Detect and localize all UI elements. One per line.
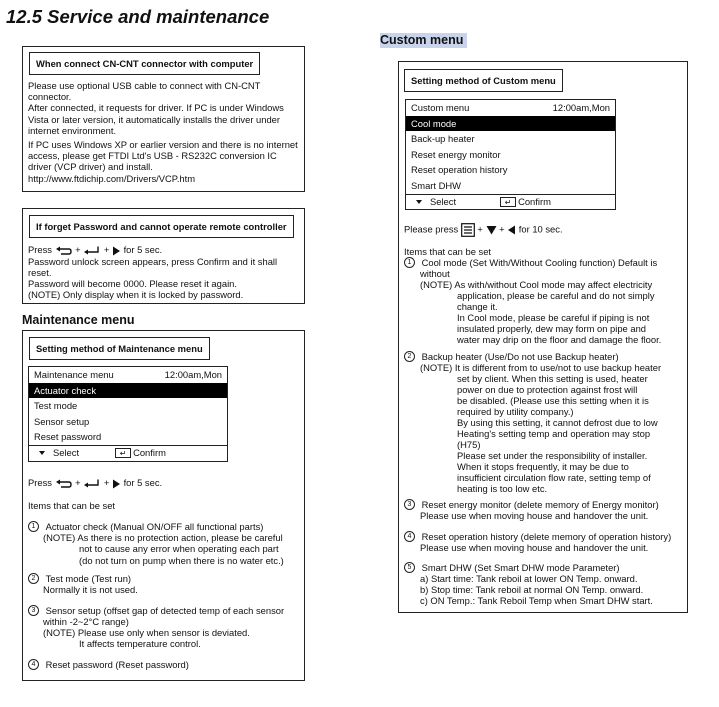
item-number: 4	[28, 659, 39, 670]
custom-item-3	[404, 499, 659, 510]
custom-screen	[405, 99, 616, 210]
maintenance-item-3	[28, 605, 284, 616]
press-suffix: for 5 sec.	[123, 244, 163, 255]
text-line: If PC uses Windows XP or earlier version and there is no internet	[28, 139, 298, 151]
item-note: be disabled. (Please use this setting when it is	[457, 395, 649, 406]
item-note: (NOTE) It is different from to use/not to use backup heater	[420, 362, 662, 373]
text-line: reset.	[28, 266, 52, 278]
item-number: 1	[28, 521, 39, 532]
item-note: (do not turn on pump when there is no water etc.)	[79, 555, 284, 566]
item-text: Reset password (Reset password)	[45, 659, 189, 670]
item-note: b) Stop time: Tank reboil at normal ON Temp. onward.	[420, 584, 644, 595]
enter-icon	[83, 479, 101, 489]
maintenance-item-2	[28, 573, 131, 584]
item-note: Please use when moving house and handover the unit.	[420, 542, 649, 553]
menu-item-reset-password[interactable]: Reset password	[34, 431, 102, 443]
item-text: Backup heater (Use/Do not use Backup heater)	[421, 351, 619, 362]
page-title: 12.5 Service and maintenance	[6, 6, 270, 27]
maintenance-screen	[28, 366, 228, 462]
item-note: (H75)	[457, 439, 481, 450]
item-note: power on due to protection against frost will	[457, 384, 638, 395]
text-line: http://www.ftdichip.com/Drivers/VCP.htm	[28, 172, 196, 184]
enter-key-icon: ↵	[115, 448, 131, 458]
press-suffix: for 5 sec.	[123, 477, 163, 488]
item-text: Reset operation history (delete memory of operation history)	[421, 531, 672, 542]
text-line: After connected, it requests for driver. If PC is under Windows	[28, 102, 284, 114]
screen-time: 12:00am,Mon	[552, 102, 610, 113]
menu-item-reset-energy-monitor[interactable]: Reset energy monitor	[411, 148, 501, 160]
item-note: In Cool mode, please be careful if piping is not	[457, 312, 650, 323]
maintenance-item-4	[28, 659, 189, 670]
custom-item-4	[404, 531, 671, 542]
menu-item-test-mode[interactable]: Test mode	[34, 400, 78, 412]
screen-time: 12:00am,Mon	[164, 369, 222, 380]
item-number: 5	[404, 562, 415, 573]
down-arrow-icon	[37, 449, 47, 457]
item-note: When it stops frequently, it may be due to	[457, 461, 629, 472]
maintenance-menu-title: Maintenance menu	[22, 313, 135, 327]
press-instruction: Press + + for 5 sec.	[28, 244, 163, 255]
menu-icon	[461, 223, 475, 237]
item-note: application, please be careful and do not simply	[457, 290, 655, 301]
screen-footer	[29, 445, 227, 461]
item-note: (NOTE) Please use only when sensor is deviated.	[43, 627, 250, 638]
left-triangle-icon	[507, 225, 516, 235]
select-label: Select	[53, 447, 80, 459]
press-prefix: Press	[28, 477, 52, 488]
cn-cnt-text	[28, 80, 304, 184]
item-note: c) ON Temp.: Tank Reboil Temp when Smart DHW start.	[420, 595, 653, 606]
item-note: without	[420, 268, 450, 279]
text-line: Password unlock screen appears, press Confirm and it shall	[28, 255, 278, 267]
item-note: Please use when moving house and handover the unit.	[420, 510, 649, 521]
press-prefix: Please press	[404, 223, 459, 235]
text-line: Vista or later version, it automatically installs the driver under	[28, 113, 281, 125]
cn-cnt-heading: When connect CN-CNT connector with computer	[29, 52, 260, 75]
menu-item-actuator-check[interactable]: Actuator check	[29, 383, 227, 399]
text-line: access, please get FTDI Ltd's USB - RS232C conversion IC	[28, 150, 277, 162]
item-note: set by client. When this setting is used, heater	[457, 373, 648, 384]
item-number: 3	[404, 499, 415, 510]
item-number: 1	[404, 257, 415, 268]
forget-password-text	[28, 244, 304, 300]
screen-header	[29, 367, 227, 383]
item-note: It affects temperature control.	[79, 638, 201, 649]
item-text: Test mode (Test run)	[45, 573, 132, 584]
screen-header	[406, 100, 615, 116]
maintenance-items-title: Items that can be set	[28, 500, 116, 511]
menu-item-smart-dhw[interactable]: Smart DHW	[411, 179, 461, 191]
text-line: Please use optional USB cable to connect with CN-CNT	[28, 80, 261, 91]
item-note: within -2~2°C range)	[43, 616, 129, 627]
down-arrow-icon	[414, 198, 424, 206]
text-line: connector.	[28, 91, 72, 103]
text-line: (NOTE) Only display when it is locked by password.	[28, 289, 244, 301]
text-line: driver (VCP driver) and install.	[28, 161, 153, 173]
back-arrow-icon	[55, 246, 73, 256]
menu-item-reset-operation-history[interactable]: Reset operation history	[411, 164, 508, 176]
enter-icon	[83, 246, 101, 256]
screen-menu-name: Maintenance menu	[34, 369, 114, 380]
custom-press-instruction: Please press + + for 10 sec.	[404, 223, 563, 237]
custom-item-1	[404, 257, 657, 268]
enter-key-icon: ↵	[500, 197, 516, 207]
custom-menu-title: Custom menu	[380, 33, 467, 48]
item-text: Cool mode (Set With/Without Cooling function) Default is	[421, 257, 658, 268]
item-note: water may drip on the floor and damage the floor.	[457, 334, 662, 345]
item-note: insufficient circulation flow rate, setting temp of	[457, 472, 651, 483]
item-note: heating is too low etc.	[457, 483, 548, 494]
select-label: Select	[430, 196, 457, 208]
item-number: 2	[404, 351, 415, 362]
menu-item-backup-heater[interactable]: Back-up heater	[411, 133, 475, 145]
menu-item-cool-mode[interactable]: Cool mode	[406, 116, 615, 132]
screen-menu-name: Custom menu	[411, 102, 470, 113]
item-note: By using this setting, it cannot defrost due to low	[457, 417, 658, 428]
text-line: Password will become 0000. Please reset it again.	[28, 277, 237, 289]
text-line: internet environment.	[28, 124, 117, 136]
item-note: Heating's setting temp and operation may stop	[457, 428, 651, 439]
press-prefix: Press	[28, 244, 52, 255]
right-triangle-icon	[112, 246, 121, 256]
item-number: 4	[404, 531, 415, 542]
item-note: insulated properly, dew may form on pipe and	[457, 323, 646, 334]
item-note: change it.	[457, 301, 498, 312]
back-arrow-icon	[55, 479, 73, 489]
screen-footer	[406, 194, 615, 210]
custom-item-5	[404, 562, 620, 573]
maintenance-press-instruction: Press + + for 5 sec.	[28, 477, 163, 488]
maintenance-setting-heading: Setting method of Maintenance menu	[29, 337, 210, 360]
press-suffix: for 10 sec.	[518, 223, 563, 235]
right-triangle-icon	[112, 479, 121, 489]
item-note: a) Start time: Tank reboil at lower ON Temp. onward.	[420, 573, 638, 584]
item-note: (NOTE) As with/without Cool mode may affect electricity	[420, 279, 653, 290]
custom-setting-heading: Setting method of Custom menu	[404, 69, 563, 92]
item-text: Reset energy monitor (delete memory of Energy monitor)	[421, 499, 659, 510]
custom-item-2	[404, 351, 619, 362]
item-note: not to cause any error when operating each part	[79, 543, 279, 554]
item-text: Actuator check (Manual ON/OFF all functional parts)	[45, 521, 264, 532]
confirm-label: Confirm	[518, 196, 551, 208]
item-number: 3	[28, 605, 39, 616]
item-note: Please set under the responsibility of installer.	[457, 450, 648, 461]
item-note: required by utility company.)	[457, 406, 574, 417]
forget-password-heading: If forget Password and cannot operate remote controller	[29, 215, 294, 238]
confirm-label: Confirm	[133, 447, 166, 459]
item-note: Normally it is not used.	[43, 584, 138, 595]
custom-items-title: Items that can be set	[404, 246, 492, 257]
menu-item-sensor-setup[interactable]: Sensor setup	[34, 415, 90, 427]
item-number: 2	[28, 573, 39, 584]
maintenance-item-1	[28, 521, 263, 532]
down-triangle-icon	[486, 225, 497, 235]
item-text: Smart DHW (Set Smart DHW mode Parameter)	[421, 562, 620, 573]
item-note: (NOTE) As there is no protection action, please be careful	[43, 532, 283, 543]
item-text: Sensor setup (offset gap of detected temp of each sensor	[45, 605, 285, 616]
